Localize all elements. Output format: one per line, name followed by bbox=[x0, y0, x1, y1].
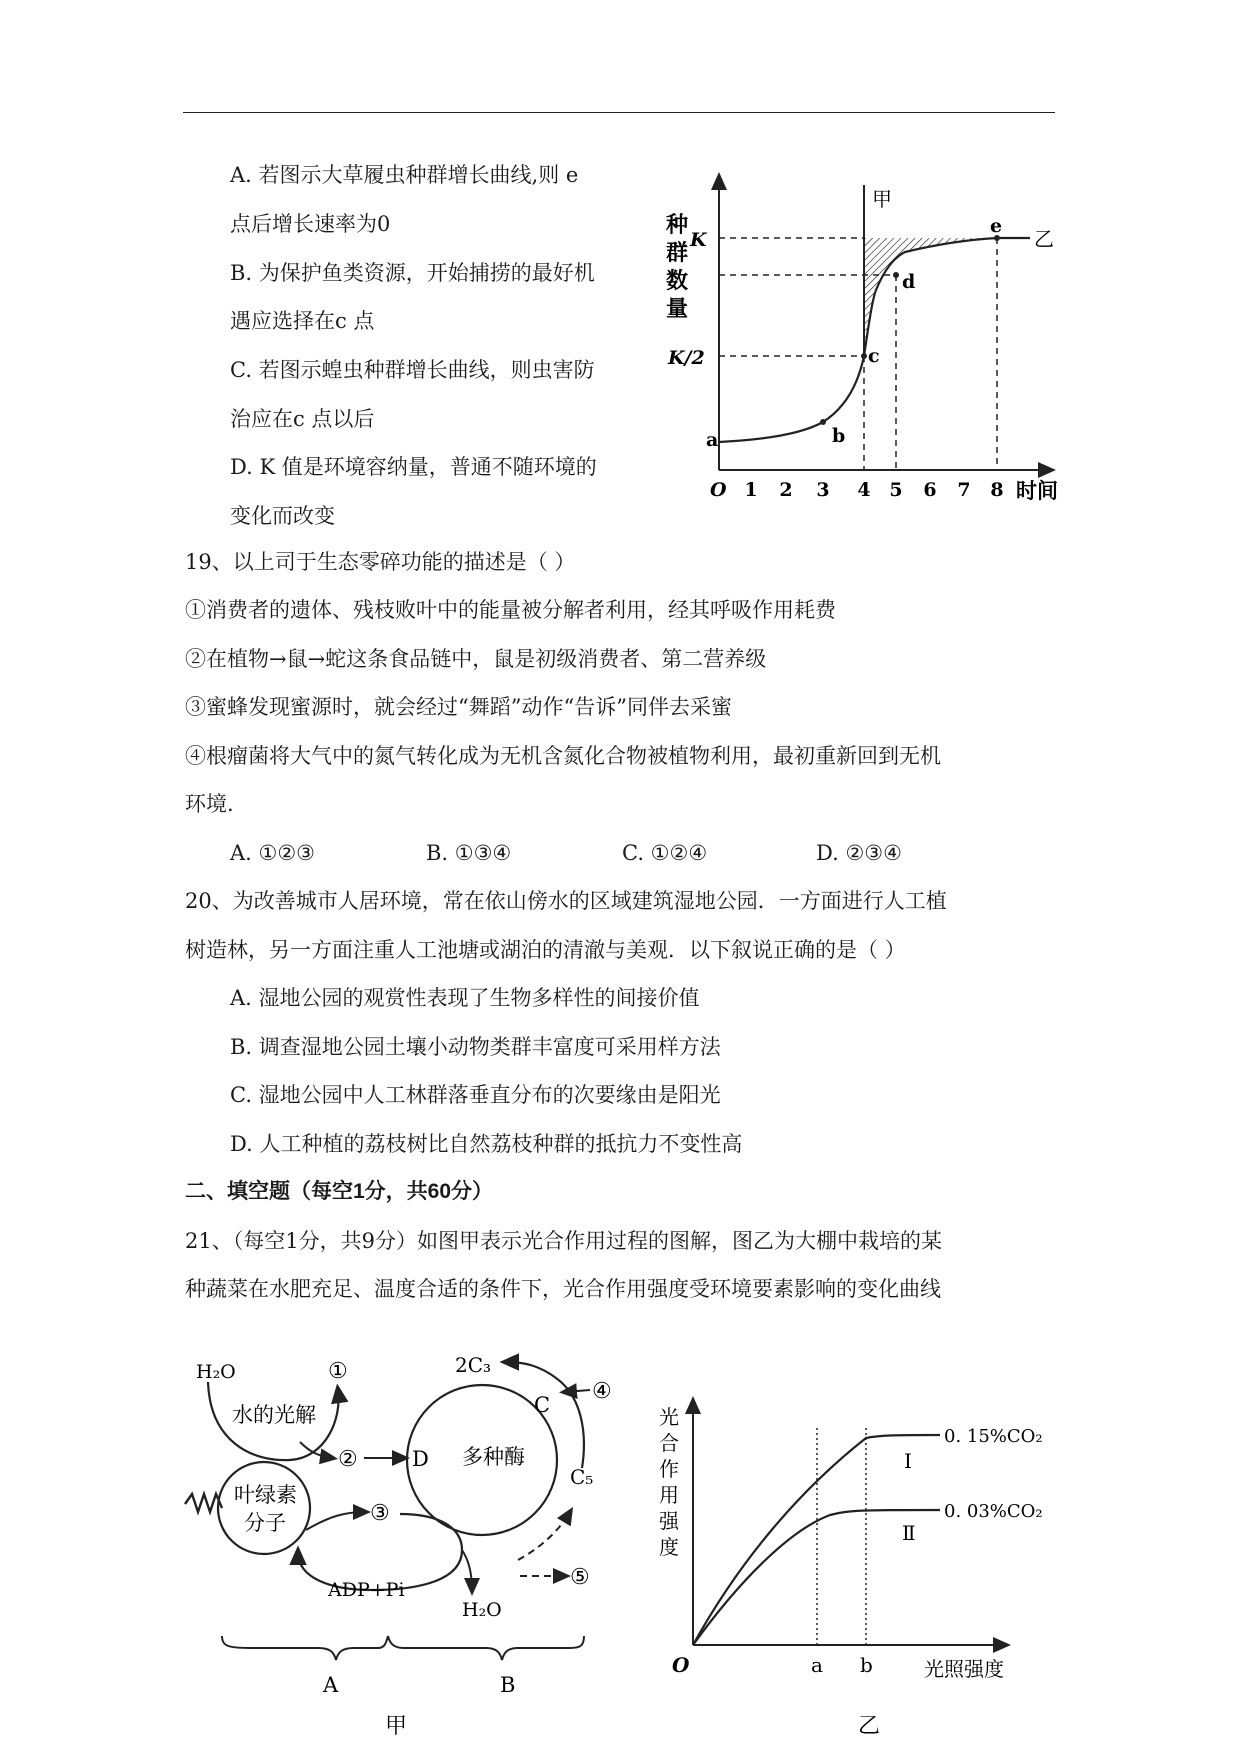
h2o-bottom-label: H₂O bbox=[462, 1599, 502, 1621]
n5-label: ⑤ bbox=[570, 1565, 590, 1590]
q18-option-d-line1: D. K 值是环境容纳量，普通不随环境的 bbox=[230, 455, 597, 479]
x-tick: 2 bbox=[779, 479, 793, 501]
c5-label: C₅ bbox=[570, 1465, 594, 1489]
point-b-label: b bbox=[832, 425, 846, 447]
origin-label: O bbox=[710, 479, 727, 501]
chart-yi-caption: 乙 bbox=[858, 1714, 881, 1739]
point-c-label: c bbox=[868, 345, 880, 367]
yi-y-label-char: 作 bbox=[659, 1457, 679, 1481]
tick-b-label: b bbox=[860, 1653, 873, 1677]
dashed-arrow-to-c5 bbox=[518, 1512, 570, 1560]
curve-II-label: 0. 03%CO₂ bbox=[944, 1501, 1043, 1522]
q19-choice-b: B. ①③④ bbox=[426, 841, 512, 865]
n1-label: ① bbox=[328, 1359, 348, 1384]
d-label: D bbox=[412, 1447, 429, 1471]
q20-option-a: A. 湿地公园的观赏性表现了生物多样性的间接价值 bbox=[230, 986, 700, 1010]
light-zigzag-icon bbox=[185, 1494, 222, 1512]
q18-option-b-line1: B. 为保护鱼类资源，开始捕捞的最好机 bbox=[230, 261, 595, 285]
adp-label: ADP+Pi bbox=[328, 1579, 405, 1601]
x-axis-label: 时间 bbox=[1016, 478, 1058, 503]
q19-item2: ②在植物→鼠→蛇这条食品链中，鼠是初级消费者、第二营养级 bbox=[185, 647, 767, 671]
q20-option-d: D. 人工种植的荔枝树比自然荔枝种群的抵抗力不变性高 bbox=[230, 1132, 743, 1156]
point-a-label: a bbox=[706, 429, 719, 451]
q18-option-d-line2: 变化而改变 bbox=[230, 504, 335, 528]
light-intensity-chart bbox=[650, 1390, 1070, 1740]
n4-label: ④ bbox=[592, 1379, 612, 1404]
q18-option-a-line1: A. 若图示大草履虫种群增长曲线,则 e bbox=[230, 163, 579, 187]
point-d bbox=[893, 272, 899, 278]
chlorophyll-label-1: 叶绿素 bbox=[234, 1483, 297, 1507]
q20-stem-line1: 20、为改善城市人居环境，常在依山傍水的区域建筑湿地公园．一方面进行人工植 bbox=[185, 889, 947, 913]
x-tick: 1 bbox=[744, 479, 758, 501]
point-e-label: e bbox=[990, 215, 1003, 237]
yi-x-axis-label: 光照强度 bbox=[924, 1657, 1004, 1681]
photosynthesis-diagram bbox=[180, 1340, 640, 1740]
yi-y-label-char: 光 bbox=[659, 1405, 679, 1429]
point-b bbox=[820, 419, 826, 425]
chlorophyll-circle bbox=[218, 1462, 310, 1554]
population-growth-chart bbox=[660, 172, 1080, 512]
c-label: C bbox=[534, 1393, 551, 1417]
q20-option-c: C. 湿地公园中人工林群落垂直分布的次要缘由是阳光 bbox=[230, 1083, 721, 1107]
brace-a bbox=[222, 1636, 388, 1660]
diagram-jia-caption: 甲 bbox=[385, 1714, 408, 1739]
y-label-char: 群 bbox=[666, 240, 689, 266]
x-tick: 3 bbox=[816, 479, 830, 501]
header-rule bbox=[183, 112, 1055, 113]
tick-a-label: a bbox=[811, 1653, 823, 1677]
stage-b-label: B bbox=[500, 1673, 516, 1697]
q19-choice-c: C. ①②④ bbox=[622, 841, 708, 865]
arrow-to-h2o-bottom bbox=[462, 1550, 472, 1590]
yi-y-label-char: 用 bbox=[659, 1483, 679, 1507]
x-tick: 5 bbox=[889, 479, 903, 501]
q18-option-b-line2: 遇应选择在c 点 bbox=[230, 309, 375, 333]
jia-label: 甲 bbox=[872, 187, 892, 211]
yi-y-label-char: 度 bbox=[659, 1535, 679, 1559]
q19-item4-line2: 环境. bbox=[185, 792, 234, 816]
h2o-top-label: H₂O bbox=[196, 1361, 236, 1383]
c3-label: 2C₃ bbox=[455, 1353, 492, 1377]
section-title: 二、填空题（每空1分，共60分） bbox=[185, 1180, 494, 1203]
q19-item4-line1: ④根瘤菌将大气中的氮气转化成为无机含氮化合物被植物利用，最初重新回到无机 bbox=[185, 744, 941, 768]
q18-option-c-line2: 治应在c 点以后 bbox=[230, 407, 375, 431]
roman-II-label: Ⅱ bbox=[902, 1521, 916, 1545]
curve-I-label: 0. 15%CO₂ bbox=[944, 1426, 1043, 1447]
q18-option-c-line1: C. 若图示蝗虫种群增长曲线，则虫害防 bbox=[230, 358, 595, 382]
q19-choice-d: D. ②③④ bbox=[816, 841, 902, 865]
q19-item3: ③蜜蜂发现蜜源时，就会经过“舞蹈”动作“告诉”同伴去采蜜 bbox=[185, 695, 732, 719]
x-tick: 4 bbox=[857, 479, 871, 501]
x-tick: 8 bbox=[990, 479, 1004, 501]
k-half-label: K/2 bbox=[668, 347, 705, 369]
chlorophyll-label-2: 分子 bbox=[244, 1511, 286, 1535]
q19-stem: 19、以上司于生态零碎功能的描述是（ ） bbox=[185, 550, 576, 574]
yi-y-label-char: 合 bbox=[659, 1431, 679, 1455]
x-tick: 6 bbox=[923, 479, 937, 501]
k-label: K bbox=[690, 229, 707, 251]
q21-stem-line2: 种蔬菜在水肥充足、温度合适的条件下，光合作用强度受环境要素影响的变化曲线 bbox=[185, 1277, 941, 1301]
q19-item1: ①消费者的遗体、残枝败叶中的能量被分解者利用，经其呼吸作用耗费 bbox=[185, 598, 836, 622]
q19-choice-a: A. ①②③ bbox=[230, 841, 315, 865]
q20-stem-line2: 树造林，另一方面注重人工池塘或湖泊的清澈与美观．以下叙说正确的是（ ） bbox=[185, 938, 906, 962]
roman-I-label: Ⅰ bbox=[904, 1449, 912, 1473]
x-tick: 7 bbox=[957, 479, 971, 501]
q18-option-a-line2: 点后增长速率为0 bbox=[230, 212, 391, 236]
stage-a-label: A bbox=[323, 1673, 339, 1697]
yi-label: 乙 bbox=[1034, 227, 1054, 251]
yi-origin-label: O bbox=[672, 1653, 690, 1677]
atp-arrow bbox=[306, 1512, 365, 1530]
q20-option-b: B. 调查湿地公园土壤小动物类群丰富度可采用样方法 bbox=[230, 1035, 721, 1059]
n3-label: ③ bbox=[370, 1501, 390, 1526]
hatched-area bbox=[864, 238, 997, 356]
yi-y-label-char: 强 bbox=[659, 1509, 679, 1533]
y-label-char: 数 bbox=[666, 268, 689, 294]
y-label-char: 量 bbox=[666, 296, 689, 322]
water-photolysis-label: 水的光解 bbox=[232, 1403, 316, 1427]
point-c bbox=[861, 353, 867, 359]
y-label-char: 种 bbox=[666, 212, 689, 238]
brace-b bbox=[388, 1636, 584, 1660]
enzymes-label: 多种酶 bbox=[462, 1445, 525, 1469]
q21-stem-line1: 21、（每空1分，共9分）如图甲表示光合作用过程的图解，图乙为大棚中栽培的某 bbox=[185, 1229, 942, 1253]
n2-label: ② bbox=[338, 1447, 358, 1472]
point-d-label: d bbox=[902, 271, 916, 293]
